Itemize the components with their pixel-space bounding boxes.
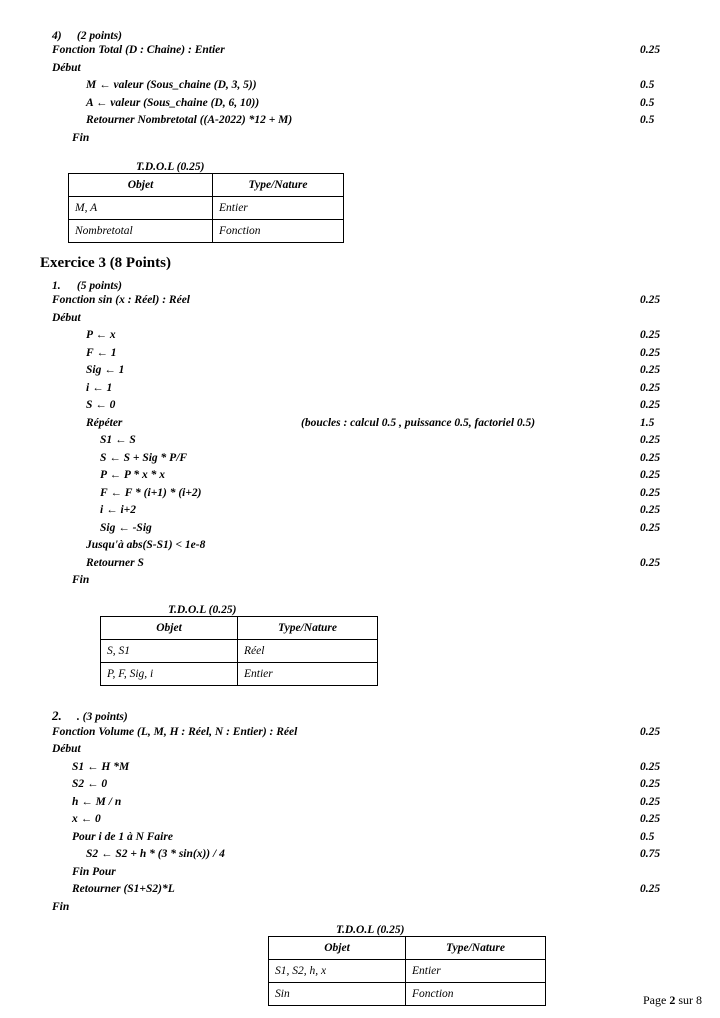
line-points: 0.25 (640, 329, 661, 341)
table-row (69, 197, 344, 220)
footer-suffix: sur 8 (675, 993, 702, 1007)
page-footer (643, 993, 702, 1008)
code-line (86, 555, 680, 573)
code-text: Retourner S (86, 556, 144, 569)
code-text: Fonction sin (x : Réel) : Réel (52, 294, 190, 306)
footer-prefix: Page (643, 993, 670, 1007)
code-line (72, 864, 680, 882)
code-text: S ← S + Sig * P/F (100, 451, 188, 464)
code-line (86, 95, 680, 113)
code-line (72, 572, 680, 590)
code-text: Sig ← 1 (86, 364, 125, 376)
code-text: Fonction Volume (L, M, H : Réel, N : Entier) : Réel (52, 725, 298, 738)
code-text: F ← 1 (86, 346, 117, 359)
line-points: 0.25 (640, 364, 661, 376)
table-cell: Entier (406, 960, 546, 983)
tdol-label: T.D.O.L (0.25) (336, 924, 405, 936)
line-points: 0.25 (640, 469, 661, 481)
table-header-row (69, 174, 344, 197)
table-header-row (101, 616, 378, 639)
line-points: 0.5 (640, 830, 655, 843)
tdol-label: T.D.O.L (0.25) (136, 161, 205, 173)
code-line (100, 520, 680, 538)
tdol-table-wrapper (68, 173, 344, 243)
table-cell: P, F, Sig, i (101, 662, 238, 685)
question-2-heading (52, 708, 680, 724)
code-text: S1 ← S (100, 434, 136, 446)
code-line (72, 829, 680, 847)
table-cell: Réel (238, 639, 378, 662)
table-row (69, 220, 344, 243)
line-points: 0.25 (640, 521, 661, 534)
table-header-cell: Type/Nature (213, 174, 344, 197)
code-line (86, 415, 680, 433)
line-points: 0.25 (640, 795, 661, 808)
code-text: Retourner Nombretotal ((A-2022) *12 + M) (86, 114, 293, 126)
code-line (86, 397, 680, 415)
code-line (52, 292, 680, 310)
code-line (86, 327, 680, 345)
line-points: 0.25 (640, 504, 661, 516)
table-cell: S1, S2, h, x (269, 960, 406, 983)
table-cell: M, A (69, 197, 213, 220)
code-text: Jusqu'à abs(S-S1) < 1e-8 (86, 539, 206, 551)
code-line (86, 537, 680, 555)
code-text: h ← M / n (72, 795, 122, 808)
line-points: 0.25 (640, 294, 661, 306)
line-points: 1.5 (640, 416, 655, 429)
line-points: 0.25 (640, 451, 661, 464)
code-line (52, 724, 680, 742)
line-points: 0.25 (640, 883, 661, 895)
line-points: 0.75 (640, 848, 661, 860)
table-header-cell: Objet (101, 616, 238, 639)
code-text: Début (52, 743, 81, 755)
code-line (86, 77, 680, 95)
line-points: 0.25 (640, 760, 661, 773)
code-text: S2 ← S2 + h * (3 * sin(x)) / 4 (86, 848, 225, 860)
tdol-table (100, 616, 378, 686)
tdol-table-wrapper (268, 936, 546, 1006)
code-line (52, 310, 680, 328)
table-cell: Fonction (213, 220, 344, 243)
question-1-points: (5 points) (76, 280, 122, 292)
code-line (86, 112, 680, 130)
code-line (100, 485, 680, 503)
code-text: Fin (72, 574, 90, 586)
tdol-table (68, 173, 344, 243)
line-annotation: (boucles : calcul 0.5 , puissance 0.5, factoriel 0.5) (301, 416, 536, 429)
code-text: S ← 0 (86, 399, 116, 411)
table-header-row (269, 937, 546, 960)
code-line (86, 362, 680, 380)
code-line (52, 899, 680, 917)
table-header-cell: Objet (69, 174, 213, 197)
table-cell: Sin (269, 983, 406, 1006)
code-line (72, 776, 680, 794)
table-cell: Nombretotal (69, 220, 213, 243)
code-text: Fin (72, 131, 90, 144)
code-text: i ← 1 (86, 381, 113, 394)
code-line (86, 380, 680, 398)
code-line (86, 345, 680, 363)
line-points: 0.25 (640, 486, 661, 499)
tdol-label: T.D.O.L (0.25) (168, 603, 237, 616)
line-points: 0.25 (640, 725, 661, 738)
table-cell: Fonction (406, 983, 546, 1006)
table-row (269, 960, 546, 983)
code-text: F ← F * (i+1) * (i+2) (100, 486, 202, 499)
code-text: P ← P * x * x (100, 469, 165, 481)
code-line (52, 42, 680, 60)
code-text: Pour i de 1 à N Faire (72, 830, 173, 843)
document-content (40, 30, 680, 1006)
code-text: S2 ← 0 (72, 778, 108, 790)
code-line (52, 741, 680, 759)
line-points: 0.5 (640, 96, 655, 109)
table-header-cell: Type/Nature (238, 616, 378, 639)
code-line (72, 794, 680, 812)
code-line (100, 467, 680, 485)
code-line (100, 450, 680, 468)
table-cell: Entier (213, 197, 344, 220)
code-line (100, 432, 680, 450)
code-line (72, 130, 680, 148)
exercise-title: Exercice 3 (8 Points) (40, 255, 171, 271)
question-2-points: . (3 points) (76, 710, 128, 723)
line-points: 0.25 (640, 778, 661, 790)
table-cell: Entier (238, 662, 378, 685)
question-2-number: 2. (52, 707, 62, 723)
code-line (72, 811, 680, 829)
code-text: A ← valeur (Sous_chaine (D, 6, 10)) (86, 96, 260, 109)
line-points: 0.25 (640, 399, 661, 411)
tdol-table-wrapper (100, 616, 378, 686)
line-points: 0.25 (640, 381, 661, 394)
line-points: 0.25 (640, 434, 661, 446)
table-header-cell: Type/Nature (406, 937, 546, 960)
code-text: i ← i+2 (100, 504, 136, 516)
line-points: 0.25 (640, 556, 661, 569)
code-text: Retourner (S1+S2)*L (72, 883, 175, 895)
question-4-heading (52, 30, 680, 42)
code-line (86, 846, 680, 864)
question-1-heading (52, 280, 680, 292)
code-text: S1 ← H *M (72, 760, 130, 773)
question-4-points: (2 points) (76, 30, 122, 42)
table-header-cell: Objet (269, 937, 406, 960)
table-row (101, 662, 378, 685)
question-4-number: 4) (52, 30, 62, 42)
line-points: 0.5 (640, 79, 655, 91)
table-row (269, 983, 546, 1006)
code-text: Répéter (86, 416, 123, 429)
code-line (100, 502, 680, 520)
code-text: P ← x (86, 329, 116, 341)
line-points: 0.25 (640, 44, 661, 56)
code-text: Fin (52, 900, 70, 913)
code-text: Début (52, 311, 81, 324)
table-row (101, 639, 378, 662)
line-points: 0.25 (640, 813, 661, 825)
code-text: Fin Pour (72, 865, 116, 878)
code-text: Fonction Total (D : Chaine) : Entier (52, 44, 225, 56)
code-text: Sig ← -Sig (100, 521, 152, 534)
table-cell: S, S1 (101, 639, 238, 662)
line-points: 0.5 (640, 114, 655, 126)
footer-page-number: 2 (669, 993, 676, 1007)
code-line (52, 60, 680, 78)
question-1-number: 1. (52, 280, 61, 292)
code-line (72, 881, 680, 899)
line-points: 0.25 (640, 346, 661, 359)
code-text: Début (52, 61, 81, 74)
code-text: x ← 0 (72, 813, 101, 825)
code-line (72, 759, 680, 777)
code-text: M ← valeur (Sous_chaine (D, 3, 5)) (86, 79, 257, 91)
tdol-table (268, 936, 546, 1006)
